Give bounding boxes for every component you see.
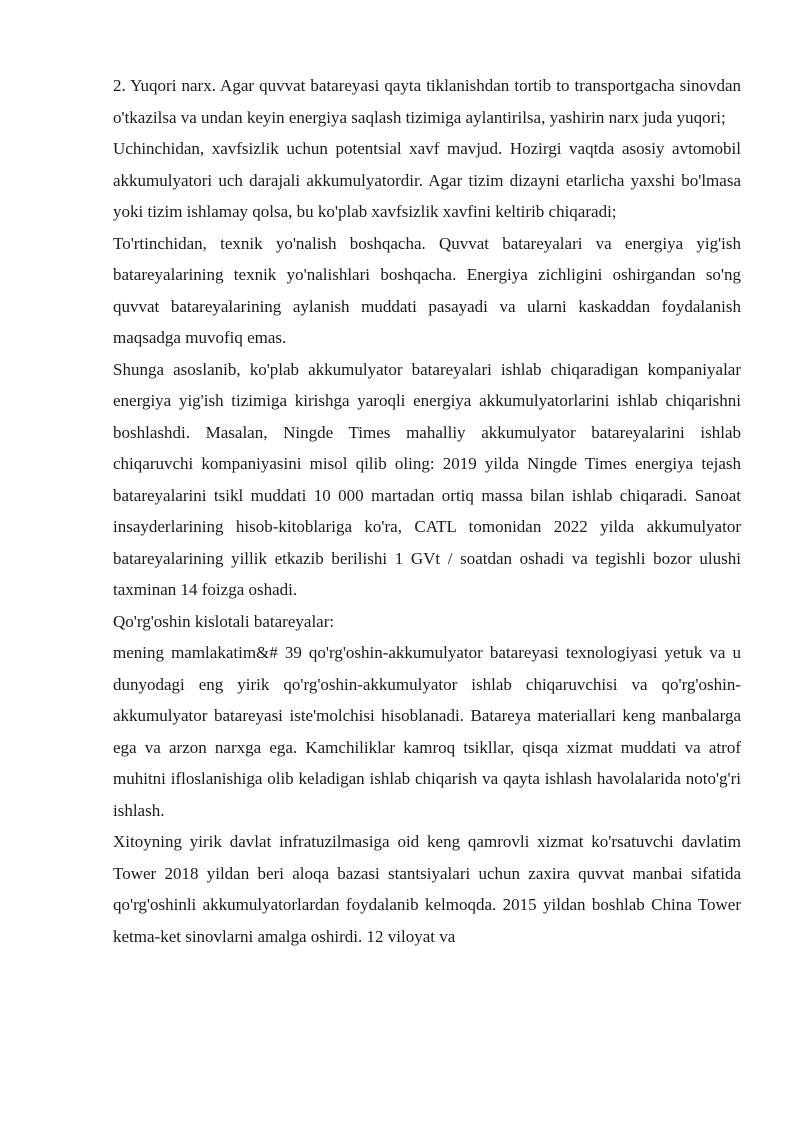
paragraph-lead-acid-heading: Qo'rg'oshin kislotali batareyalar: [113,611,335,631]
paragraph-battery-companies: Shunga asoslanib, ko'plab akkumulyator batareyalari ishlab chiqaradigan kompaniyalar energiya yig'ish tizimiga kirishga yaroqli energiya akkumulyatorlarini ishlab chiqarishni boshlashdi. Masalan, Ningde Times mahalliy akkumulyator batareyalarini ishlab chiqaruvchi kompaniyasini misol qilib oling: 2019 yilda Ningde Times energiya tejash batareyalarini tsikl muddati 10 000 martadan ortiq massa bilan ishlab chiqaradi. Sanoat insayderlarining hisob-kitoblariga ko'ra, CATL tomonidan 2022 yilda akkumulyator batareyalarining yillik etkazib berilishi 1 GVt / soatdan oshadi va tegishli bozor ulushi taxminan 14 foizga oshadi. [113,359,741,599]
document-body [113,70,741,952]
paragraph-high-cost: 2. Yuqori narx. Agar quvvat batareyasi qayta tiklanishdan tortib to transportgacha sinovdan o'tkazilsa va undan keyin energiya saqlash tizimiga aylantirilsa, yashirin narx juda yuqori; [113,76,741,127]
paragraph-china-tower: Xitoyning yirik davlat infratuzilmasiga oid keng qamrovli xizmat ko'rsatuvchi davlatim Tower 2018 yildan beri aloqa bazasi stantsiyalari uchun zaxira quvvat manbai sifatida qo'rg'oshinli akkumulyatorlardan foydalanib kelmoqda. 2015 yildan boshlab China Tower ketma-ket sinovlarni amalga oshirdi. 12 viloyat va [113,832,741,946]
paragraph-lead-acid-technology: mening mamlakatim&# 39 qo'rg'oshin-akkumulyator batareyasi texnologiyasi yetuk va u dunyodagi eng yirik qo'rg'oshin-akkumulyator ishlab chiqaruvchisi va qo'rg'oshin-akkumulyator batareyasi iste'molchisi hisoblanadi. Batareya materiallari keng manbalarga ega va arzon narxga ega. Kamchiliklar kamroq tsikllar, qisqa xizmat muddati va atrof muhitni ifloslanishiga olib keladigan ishlab chiqarish va qayta ishlash havolalarida noto'g'ri ishlash. [113,643,741,820]
paragraph-safety-risk: Uchinchidan, xavfsizlik uchun potentsial xavf mavjud. Hozirgi vaqtda asosiy avtomobil akkumulyatori uch darajali akkumulyatordir. Agar tizim dizayni etarlicha yaxshi bo'lmasa yoki tizim ishlamay qolsa, bu ko'plab xavfsizlik xavfini keltirib chiqaradi; [113,139,741,221]
paragraph-technical-direction: To'rtinchidan, texnik yo'nalish boshqacha. Quvvat batareyalari va energiya yig'ish batareyalarining texnik yo'nalishlari boshqacha. Energiya zichligini oshirgandan so'ng quvvat batareyalarining aylanish muddati pasayadi va ularni kaskaddan foydalanish maqsadga muvofiq emas. [113,233,741,347]
